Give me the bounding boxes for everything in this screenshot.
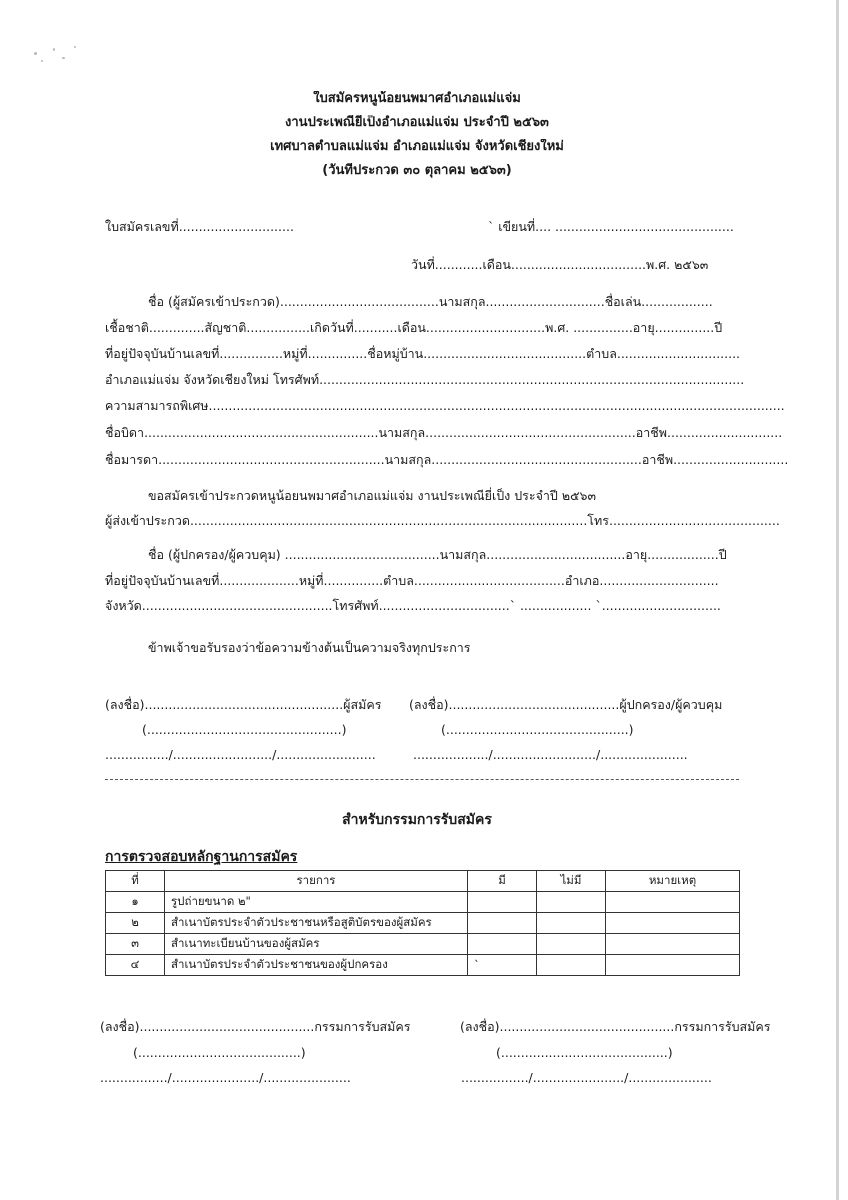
scan-speck — [74, 46, 76, 48]
scan-edge-shadow — [836, 0, 839, 1200]
note-cell[interactable] — [606, 892, 740, 913]
guardian-sign-date-field[interactable]: .................../........................../...................... — [413, 747, 688, 762]
table-header-row — [106, 871, 740, 892]
committee-sign-date-left[interactable]: ................./....................../...................... — [100, 1070, 351, 1085]
column-header-has: มี — [468, 871, 537, 892]
application-statement: ขอสมัครเข้าประกวดหนูน้อยนพมาศอำเภอแม่แจ่ม งานประเพณียี่เป็ง ประจำปี ๒๕๖๓ — [148, 488, 597, 503]
applicant-printed-name-field[interactable]: (.................................................) — [142, 722, 347, 737]
row-number: ๓ — [106, 934, 165, 955]
has-checkbox-cell[interactable] — [468, 913, 537, 934]
row-number: ๑ — [106, 892, 165, 913]
special-ability-field[interactable]: ความสามารถพิเศษ................................................................................................................................................. — [105, 398, 785, 413]
note-cell[interactable] — [606, 913, 740, 934]
applicant-address-field[interactable]: ที่อยู่ปัจจุบันบ้านเลขที่................หมู่ที่...............ชื่อหมู่บ้าน.........................................ตำบล............................... — [105, 346, 741, 361]
form-title-line-3: เทศบาลตำบลแม่แจ่ม อำเภอแม่แจ่ม จังหวัดเชียงใหม่ — [270, 139, 564, 154]
committee-heading: สำหรับกรรมการรับสมัคร — [342, 812, 492, 828]
committee-signature-right[interactable]: (ลงชื่อ)............................................กรรมการรับสมัคร — [460, 1019, 771, 1034]
table-row — [106, 934, 740, 955]
table-row — [106, 955, 740, 976]
scan-speck — [62, 57, 65, 59]
has-checkbox-cell[interactable] — [468, 892, 537, 913]
district-phone-field[interactable]: อำเภอแม่แจ่ม จังหวัดเชียงใหม่ โทรศัพท์........................................................................................................... — [105, 372, 745, 387]
row-item: สำเนาบัตรประจำตัวประชาชนหรือสูติบัตรของผู้สมัคร — [165, 913, 468, 934]
column-header-none: ไม่มี — [537, 871, 606, 892]
certification-statement: ข้าพเจ้าขอรับรองว่าข้อความข้างต้นเป็นความจริงทุกประการ — [148, 640, 471, 655]
guardian-signature-field[interactable]: (ลงชื่อ)...........................................ผู้ปกครอง/ผู้ควบคุม — [409, 697, 723, 712]
scan-speck — [34, 52, 37, 55]
guardian-address-field[interactable]: ที่อยู่ปัจจุบันบ้านเลขที่....................หมู่ที่...............ตำบล......................................อำเภอ.............................. — [105, 573, 719, 588]
applicant-name-field[interactable]: ชื่อ (ผู้สมัครเข้าประกวด)........................................นามสกุล..............................ชื่อเล่น.................. — [148, 294, 713, 309]
date-field[interactable]: วันที่............เดือน..................................พ.ศ. ๒๕๖๓ — [411, 257, 709, 272]
row-item: รูปถ่ายขนาด ๒" — [165, 892, 468, 913]
none-checkbox-cell[interactable] — [537, 955, 606, 976]
has-checkbox-cell[interactable]: ` — [468, 955, 537, 976]
none-checkbox-cell[interactable] — [537, 913, 606, 934]
form-title-line-2: งานประเพณียี่เป็งอำเภอแม่แจ่ม ประจำปี ๒๕๖๓ — [285, 115, 549, 130]
applicant-sign-date-field[interactable]: ................/........................./......................... — [105, 747, 376, 762]
committee-sign-date-right[interactable]: ................./......................./..................... — [461, 1070, 712, 1085]
committee-signature-left[interactable]: (ลงชื่อ)............................................กรรมการรับสมัคร — [100, 1019, 411, 1034]
committee-printed-name-left[interactable]: (.........................................) — [133, 1045, 306, 1060]
sender-field[interactable]: ผู้ส่งเข้าประกวด....................................................................................................โทร........................................... — [105, 513, 780, 528]
father-field[interactable]: ชื่อบิดา...........................................................นามสกุล.....................................................อาชีพ............................. — [105, 425, 783, 440]
column-header-item: รายการ — [165, 871, 468, 892]
none-checkbox-cell[interactable] — [537, 934, 606, 955]
form-title-line-1: ใบสมัครหนูน้อยนพมาศอำเภอแม่แจ่ม — [313, 91, 521, 106]
committee-printed-name-right[interactable]: (..........................................) — [496, 1045, 673, 1060]
row-item: สำเนาบัตรประจำตัวประชาชนของผู้ปกครอง — [165, 955, 468, 976]
application-number-field[interactable]: ใบสมัครเลขที่............................. — [105, 219, 294, 234]
has-checkbox-cell[interactable] — [468, 934, 537, 955]
written-at-field[interactable]: ` เขียนที่.... ............................................. — [488, 219, 734, 234]
section-divider — [105, 779, 739, 780]
evidence-check-heading: การตรวจสอบหลักฐานการสมัคร — [105, 849, 298, 865]
row-item: สำเนาทะเบียนบ้านของผู้สมัคร — [165, 934, 468, 955]
form-title-line-4: (วันที่ประกวด ๓๐ ตุลาคม ๒๕๖๓) — [322, 163, 512, 178]
guardian-printed-name-field[interactable]: (..............................................) — [441, 722, 634, 737]
scan-speck — [41, 60, 43, 62]
guardian-name-field[interactable]: ชื่อ (ผู้ปกครอง/ผู้ควบคุม) .......................................นามสกุล...................................อายุ..................ปี — [148, 547, 727, 562]
mother-field[interactable]: ชื่อมารดา.........................................................นามสกุล.....................................................อาชีพ............................. — [105, 452, 789, 467]
table-row — [106, 913, 740, 934]
note-cell[interactable] — [606, 955, 740, 976]
scan-speck — [53, 48, 55, 51]
birth-info-field[interactable]: เชื้อชาติ..............สัญชาติ................เกิดวันที่...........เดือน..............................พ.ศ. ...............อายุ...............ปี — [105, 320, 723, 335]
table-row — [106, 892, 740, 913]
guardian-province-field[interactable]: จังหวัด................................................โทรศัพท์.................................` .................. `.............................. — [105, 598, 721, 613]
column-header-no: ที่ — [106, 871, 165, 892]
row-number: ๔ — [106, 955, 165, 976]
applicant-signature-field[interactable]: (ลงชื่อ)..................................................ผู้สมัคร — [105, 697, 382, 712]
note-cell[interactable] — [606, 934, 740, 955]
column-header-note: หมายเหตุ — [606, 871, 740, 892]
none-checkbox-cell[interactable] — [537, 892, 606, 913]
evidence-checklist-table — [105, 870, 740, 976]
row-number: ๒ — [106, 913, 165, 934]
